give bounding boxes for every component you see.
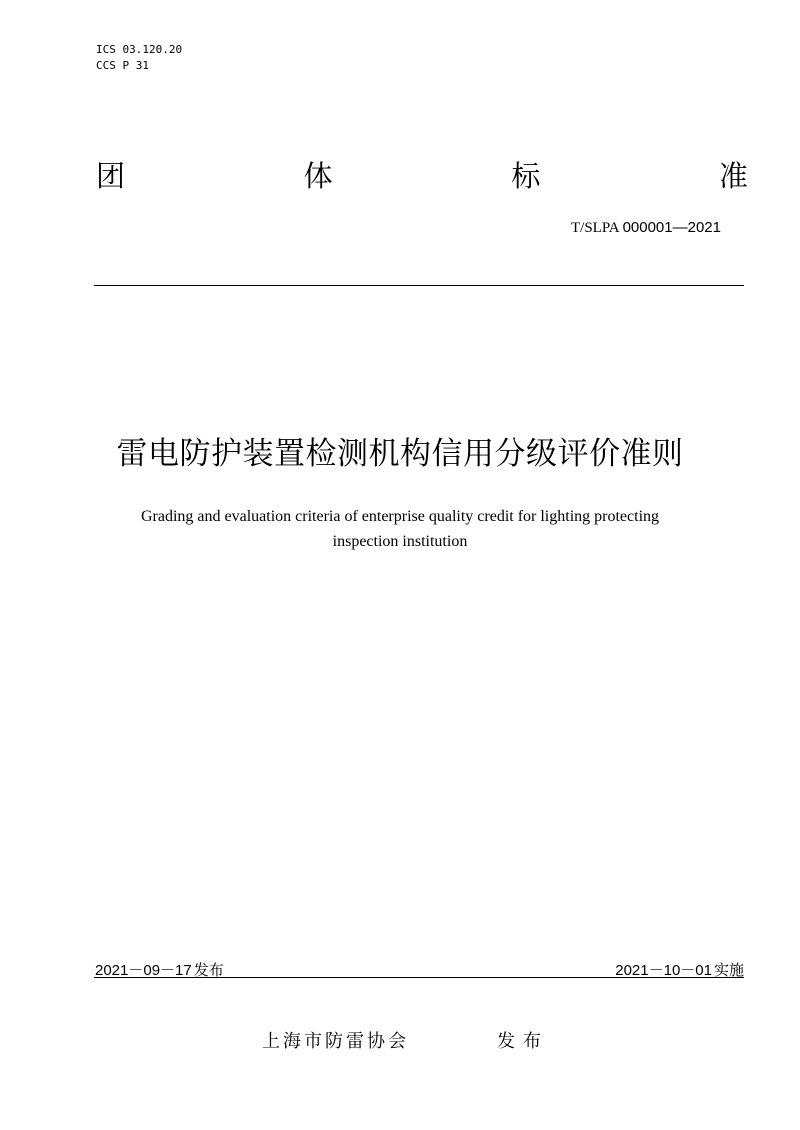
standard-number-value: 000001—2021 (622, 219, 721, 236)
document-title-chinese: 雷电防护装置检测机构信用分级评价准则 (116, 436, 684, 472)
english-title-line: Grading and evaluation criteria of enterprise quality credit for lighting protecting (140, 508, 660, 525)
standard-type-char: 准 (718, 159, 748, 193)
ics-code: ICS 03.120.20 (96, 43, 183, 56)
implement-date-value: 2021－10－01 (615, 962, 712, 979)
implement-date-label: 实施 (713, 961, 744, 979)
ccs-code: CCS P 31 (96, 59, 149, 72)
bottom-divider (94, 977, 744, 978)
top-divider (94, 285, 744, 286)
standard-type-heading (96, 156, 748, 196)
publisher-action: 发布 (497, 1031, 549, 1052)
standard-type-char: 团 (96, 159, 126, 193)
standard-type-char: 体 (303, 159, 333, 193)
standard-number-prefix: T/SLPA (571, 220, 623, 236)
standard-type-char: 标 (511, 159, 541, 193)
document-title-english (80, 504, 720, 554)
publish-date-label: 发布 (193, 961, 224, 979)
publisher-name: 上海市防雷协会 (262, 1031, 409, 1052)
publish-date-value: 2021－09－17 (95, 962, 192, 979)
standard-number (571, 218, 721, 238)
classification-codes (96, 42, 182, 74)
english-title-line: inspection institution (332, 533, 468, 550)
